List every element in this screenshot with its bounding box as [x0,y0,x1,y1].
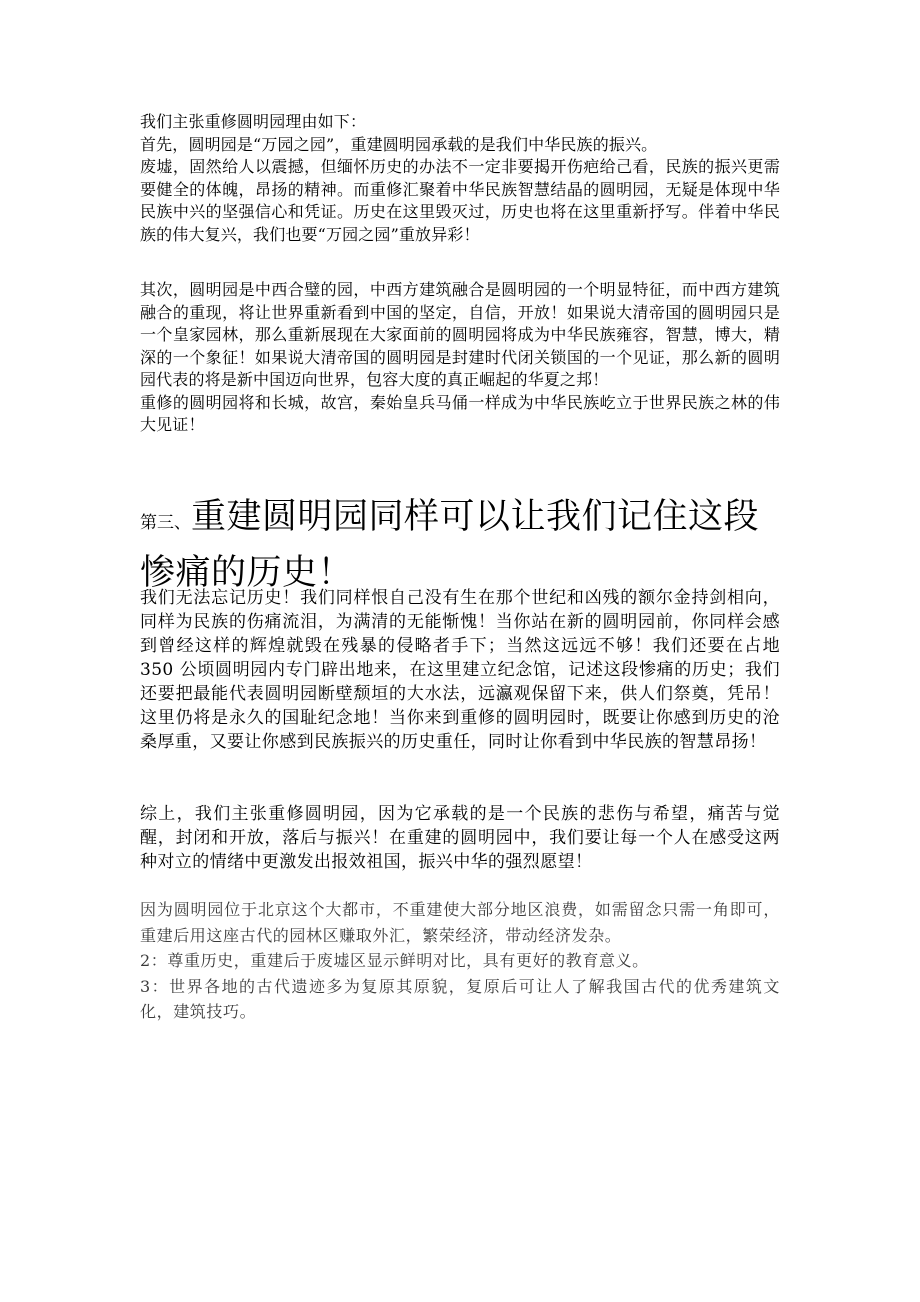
extra-reason-2: 2：尊重历史，重建后于废墟区显示鲜明对比，具有更好的教育意义。 [140,951,649,970]
second-reason-paragraph: 其次，圆明园是中西合璧的园，中西方建筑融合是圆明园的一个明显特征，而中西方建筑融合的重现，将让世界重新看到中国的坚定，自信，开放！如果说大清帝国的圆明园只是一个皇家园林，那么重新展现在大家面前的圆明园将成为中华民族雍容，智慧，博大，精深的一个象征！如果说大清帝国的圆明园是封建时代闭关锁国的一个见证，那么新的圆明园代表的将是新中国迈向世界，包容大度的真正崛起的华夏之邦！ [140,280,780,389]
third-reason-paragraph: 我们无法忘记历史！我们同样恨自己没有生在那个世纪和凶残的额尔金持剑相向，同样为民族的伤痛流泪，为满清的无能惭愧！当你站在新的圆明园前，你同样会感到曾经这样的辉煌就毁在残暴的侵略者手下；当然这远远不够！我们还要在占地 350 公顷圆明园内专门辟出地来，在这里建立纪念馆，记述这段惨痛的历史；我们还要把最能代表圆明园断壁颓垣的大水法，远瀛观保留下来，供人们祭奠，凭吊！这里仍将是永久的国耻纪念地！当你来到重修的圆明园时，既要让你感到历史的沧桑厚重，又要让你感到民族振兴的历史重任，同时让你看到中华民族的智慧昂扬！ [140,588,780,752]
first-reason-statement: 首先，圆明园是“万园之园”，重建圆明园承载的是我们中华民族的振兴。 [140,134,658,154]
first-reason-paragraph: 废墟，固然给人以震撼，但缅怀历史的办法不一定非要揭开伤疤给己看，民族的振兴更需要健全的体魄，昂扬的精神。而重修汇聚着中华民族智慧结晶的圆明园，无疑是体现中华民族中兴的坚强信心和凭证。历史在这里毁灭过，历史也将在这里重新抒写。伴着中华民族的伟大复兴，我们也要“万园之园”重放异彩！ [140,157,780,244]
extra-reasons-section [140,897,780,1025]
third-reason-prefix: 第三、 [140,513,191,533]
summary-paragraph: 综上，我们主张重修圆明园，因为它承载的是一个民族的悲伤与希望，痛苦与觉醒，封闭和开放，落后与振兴！在重建的圆明园中，我们要让每一个人在感受这两种对立的情绪中更激发出报效祖国，振兴中华的强烈愿望！ [140,804,780,872]
third-reason-section [140,586,780,754]
extra-reason-1: 因为圆明园位于北京这个大都市，不重建使大部分地区浪费，如需留念只需一角即可，重建后用这座古代的园林区赚取外汇，繁荣经济，带动经济发杂。 [140,900,780,945]
second-reason-section [140,279,780,437]
extra-reason-3: 3：世界各地的古代遗迹多为复原其原貌，复原后可让人了解我国古代的优秀建筑文化，建筑技巧。 [140,976,780,1021]
third-reason-heading [140,492,780,598]
intro-section [140,111,780,246]
second-reason-conclusion: 重修的圆明园将和长城，故宫，秦始皇兵马俑一样成为中华民族屹立于世界民族之林的伟大见证！ [140,392,780,434]
summary-section [140,802,780,874]
intro-heading: 我们主张重修圆明园理由如下： [140,112,367,131]
third-reason-title: 重建圆明园同样可以让我们记住这段惨痛的历史！ [140,497,760,593]
